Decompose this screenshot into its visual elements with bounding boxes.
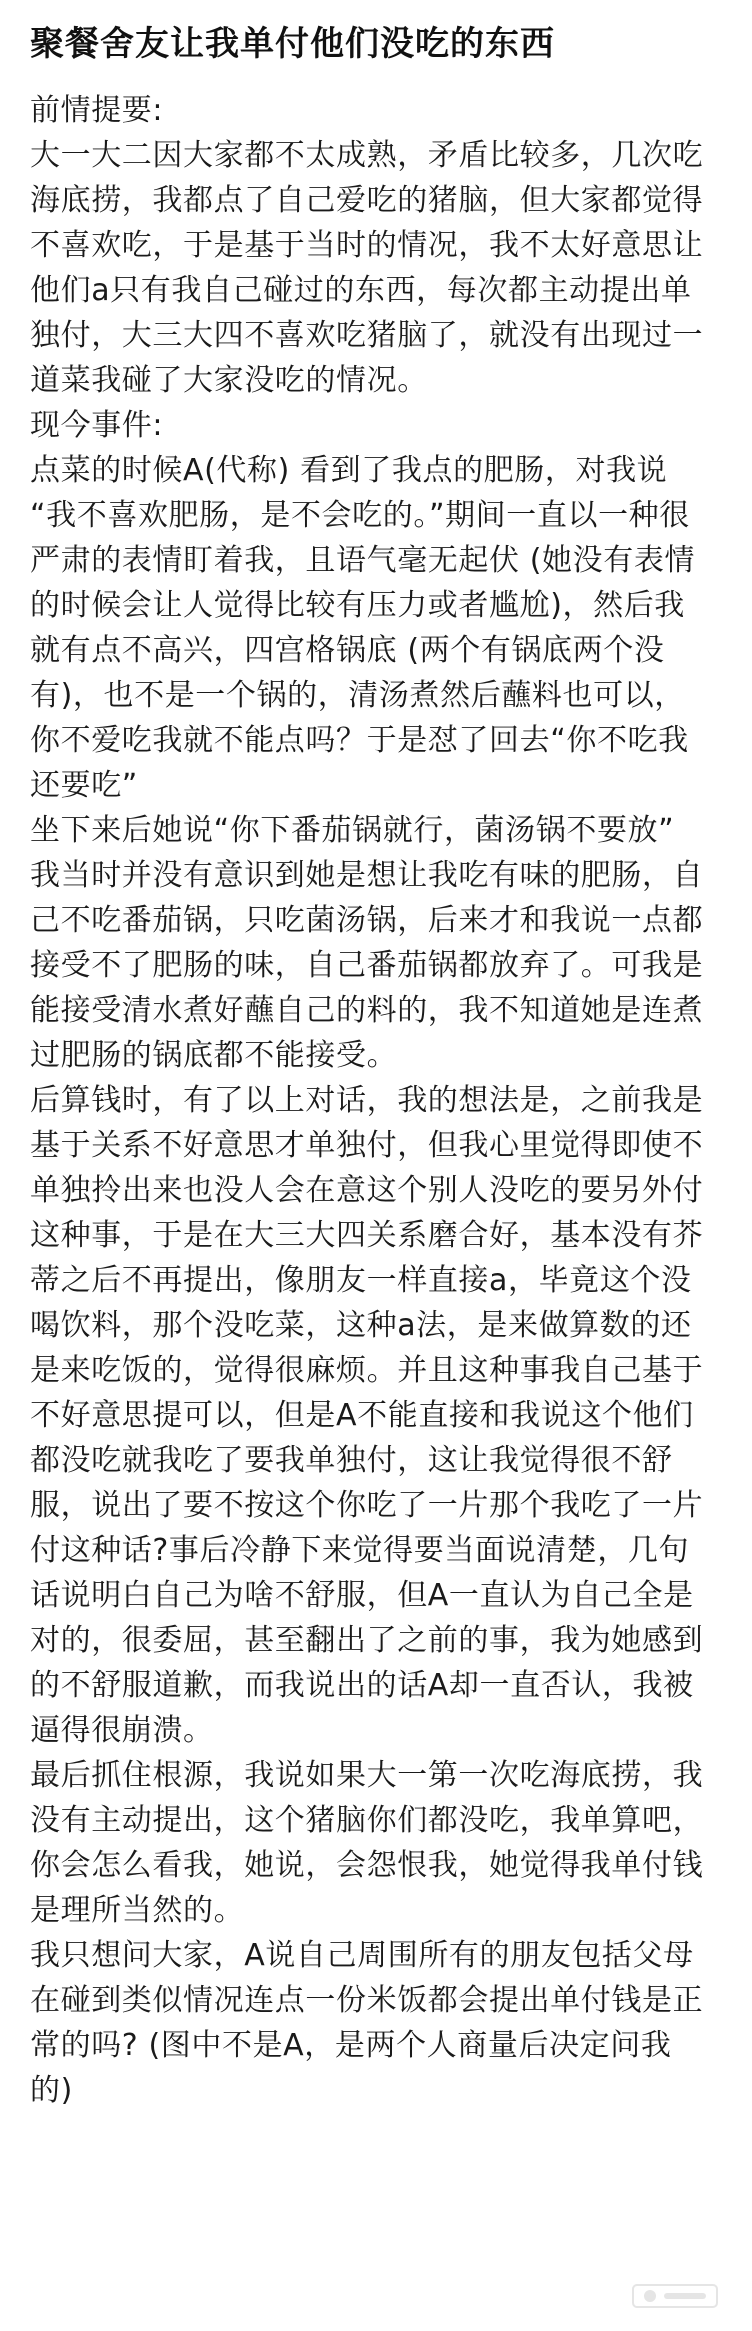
post-body-line: 现今事件: [30, 408, 164, 443]
post-body-line: 点菜的时候A(代称) 看到了我点的肥肠，对我说 [30, 453, 668, 488]
post-body-line: 是来吃饭的，觉得很麻烦。并且这种事我自己基于 [30, 1353, 704, 1388]
post-body-line: 基于关系不好意思才单独付，但我心里觉得即使不 [30, 1128, 704, 1163]
post-body-line: 己不吃番茄锅，只吃菌汤锅，后来才和我说一点都 [30, 903, 704, 938]
post-body-line: 没有主动提出，这个猪脑你们都没吃，我单算吧， [30, 1803, 704, 1838]
post-body-line: 能接受清水煮好蘸自己的料的，我不知道她是连煮 [30, 993, 704, 1028]
post-body-line: 你会怎么看我，她说，会怨恨我，她觉得我单付钱 [30, 1848, 704, 1883]
post-body-line: “我不喜欢肥肠，是不会吃的。”期间一直以一种很 [30, 498, 690, 533]
post-body-line: 对的，很委屈，甚至翻出了之前的事，我为她感到 [30, 1623, 704, 1658]
post-body-line: 还要吃” [30, 768, 138, 803]
post-body-line: 付这种话?事后冷静下来觉得要当面说清楚，几句 [30, 1533, 690, 1568]
post-body-line: 不好意思提可以，但是A不能直接和我说这个他们 [30, 1398, 694, 1433]
post-body-line: 单独拎出来也没人会在意这个别人没吃的要另外付 [30, 1173, 704, 1208]
post-body-line: 有)，也不是一个锅的，清汤煮然后蘸料也可以， [30, 678, 685, 713]
post-body-line: 后算钱时，有了以上对话，我的想法是，之前我是 [30, 1083, 704, 1118]
post-body-line: 最后抓住根源，我说如果大一第一次吃海底捞，我 [30, 1758, 704, 1793]
post-body-line: 大一大二因大家都不太成熟，矛盾比较多，几次吃 [30, 138, 704, 173]
post-body-line: 不喜欢吃，于是基于当时的情况，我不太好意思让 [30, 228, 704, 263]
post-body-line: 常的吗? (图中不是A，是两个人商量后决定问我 [30, 2028, 672, 2063]
post-body-line: 独付，大三大四不喜欢吃猪脑了，就没有出现过一 [30, 318, 704, 353]
post-body-line: 服，说出了要不按这个你吃了一片那个我吃了一片 [30, 1488, 704, 1523]
post-body-line: 的) [30, 2073, 73, 2108]
post-body-line: 海底捞，我都点了自己爱吃的猪脑，但大家都觉得 [30, 183, 704, 218]
post-body-line: 道菜我碰了大家没吃的情况。 [30, 363, 428, 398]
post-body-line: 我只想问大家，A说自己周围所有的朋友包括父母 [30, 1938, 694, 1973]
post-body-line: 话说明白自己为啥不舒服，但A一直认为自己全是 [30, 1578, 694, 1613]
post-body-line: 的时候会让人觉得比较有压力或者尴尬)，然后我 [30, 588, 685, 623]
post-body-line: 的不舒服道歉，而我说出的话A却一直否认，我被 [30, 1668, 694, 1703]
post-title: 聚餐舍友让我单付他们没吃的东西 [30, 24, 555, 64]
post-body-line: 喝饮料，那个没吃菜，这种a法，是来做算数的还 [30, 1308, 692, 1343]
post-body-line: 接受不了肥肠的味，自己番茄锅都放弃了。可我是 [30, 948, 704, 983]
post-body-line: 这种事，于是在大三大四关系磨合好，基本没有芥 [30, 1218, 704, 1253]
post-body-line: 蒂之后不再提出，像朋友一样直接a，毕竟这个没 [30, 1263, 692, 1298]
post-body-line: 就有点不高兴，四宫格锅底 (两个有锅底两个没 [30, 633, 665, 668]
watermark-icon [632, 2279, 718, 2313]
post-body [30, 88, 722, 2113]
post-body-line: 我当时并没有意识到她是想让我吃有味的肥肠，自 [30, 858, 704, 893]
post-body-line: 他们a只有我自己碰过的东西，每次都主动提出单 [30, 273, 692, 308]
post-body-line: 你不爱吃我就不能点吗？于是怼了回去“你不吃我 [30, 723, 689, 758]
post-body-line: 严肃的表情盯着我，且语气毫无起伏 (她没有表情 [30, 543, 696, 578]
post-body-line: 前情提要: [30, 93, 164, 128]
post-body-line: 都没吃就我吃了要我单独付，这让我觉得很不舒 [30, 1443, 673, 1478]
post-body-line: 坐下来后她说“你下番茄锅就行，菌汤锅不要放” [30, 813, 675, 848]
post-body-line: 逼得很崩溃。 [30, 1713, 214, 1748]
post-body-line: 在碰到类似情况连点一份米饭都会提出单付钱是正 [30, 1983, 704, 2018]
post-body-line: 是理所当然的。 [30, 1893, 245, 1928]
post-body-line: 过肥肠的锅底都不能接受。 [30, 1038, 398, 1073]
